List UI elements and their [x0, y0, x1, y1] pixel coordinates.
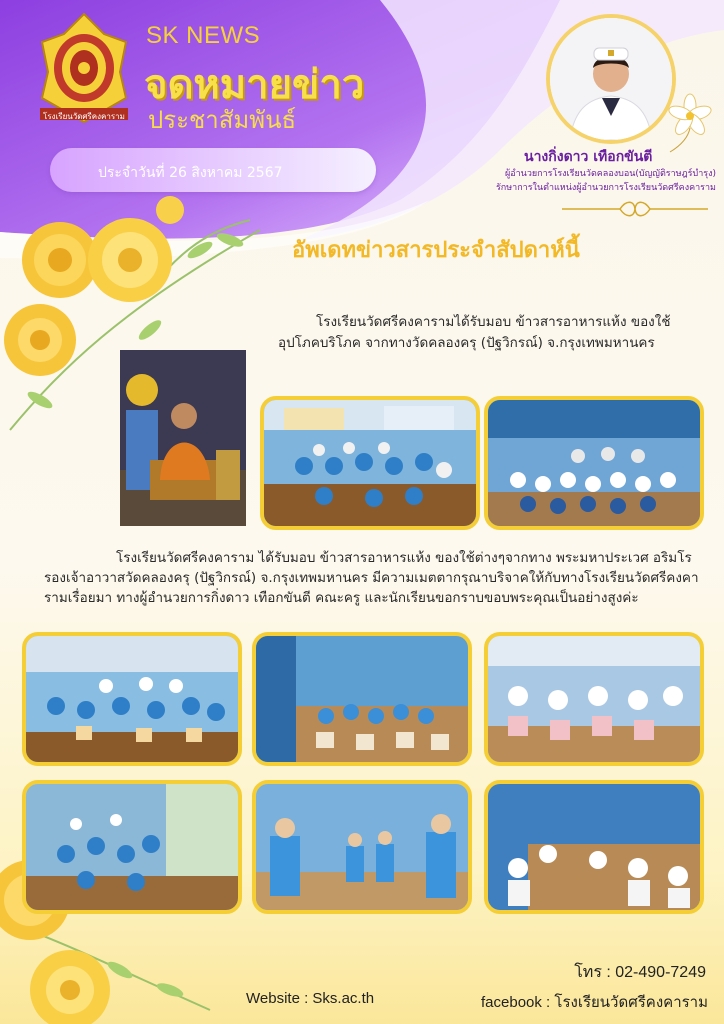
director-portrait: [546, 14, 676, 144]
event-photo-8: [484, 780, 704, 914]
newsletter-title: จดหมายข่าว: [144, 62, 365, 108]
news-paragraph-2-text: โรงเรียนวัดศรีคงคาราม ได้รับมอบ ข้าวสารอาหารแห้ง ของใช้ต่างๆจากทาง พระมหาประเวศ อริมโร รองเจ้าอาวาสวัดคลองครุ (ปัฐวิกรณ์) จ.กรุงเทพมหานคร มีความเมตตากรุณาบริจาคให้กับทางโรงเรียนวัดศรีคงคารามเรื่อยมา ทางผู้อำนวยการกิ่งดาว เทือกขันตี คณะครู และนักเรียนขอกราบขอบพระคุณเป็นอย่างสูงค่ะ: [44, 550, 699, 606]
sk-news-label: SK NEWS: [146, 22, 261, 49]
event-photo-5: [484, 632, 704, 766]
contact-facebook: facebook : โรงเรียนวัดศรีคงคาราม: [481, 994, 708, 1011]
contact-website: Website : Sks.ac.th: [246, 990, 375, 1007]
section-heading: อัพเดทข่าวสารประจำสัปดาห์นี้: [292, 238, 580, 263]
event-photo-2: [484, 396, 704, 530]
gold-ornament-divider: [560, 198, 710, 220]
event-photo-3: [22, 632, 242, 766]
director-name: นางกิ่งดาว เทือกขันตี: [524, 149, 653, 165]
event-photo-1: [260, 396, 480, 530]
event-photo-7: [252, 780, 472, 914]
director-role: ผู้อำนวยการโรงเรียนวัดคลองบอน(บัญญัติราษฎร์บำรุง): [504, 169, 716, 179]
event-photo-6: [22, 780, 242, 914]
news-paragraph-1: [278, 312, 708, 354]
school-logo: [34, 12, 134, 124]
issue-date: ประจำวันที่ 26 สิงหาคม 2567: [98, 165, 283, 181]
news-paragraph-1-text: โรงเรียนวัดศรีคงคารามได้รับมอบ ข้าวสารอาหารแห้ง ของใช้อุปโภคบริโภค จากทางวัดคลองครุ (ปัฐวิกรณ์) จ.กรุงเทพมหานคร: [278, 314, 671, 351]
event-photo-4: [252, 632, 472, 766]
issue-date-pill: [50, 148, 376, 192]
contact-phone: โทร : 02-490-7249: [574, 964, 706, 981]
monk-photo: [120, 350, 246, 526]
news-paragraph-2: [44, 548, 704, 608]
white-flower-icon: [660, 86, 720, 156]
newsletter-subtitle: ประชาสัมพันธ์: [148, 106, 297, 134]
logo-caption: โรงเรียนวัดศรีคงคาราม: [43, 112, 125, 121]
director-acting-role: รักษาการในตำแหน่งผู้อำนวยการโรงเรียนวัดศรีคงคาราม: [495, 183, 716, 193]
